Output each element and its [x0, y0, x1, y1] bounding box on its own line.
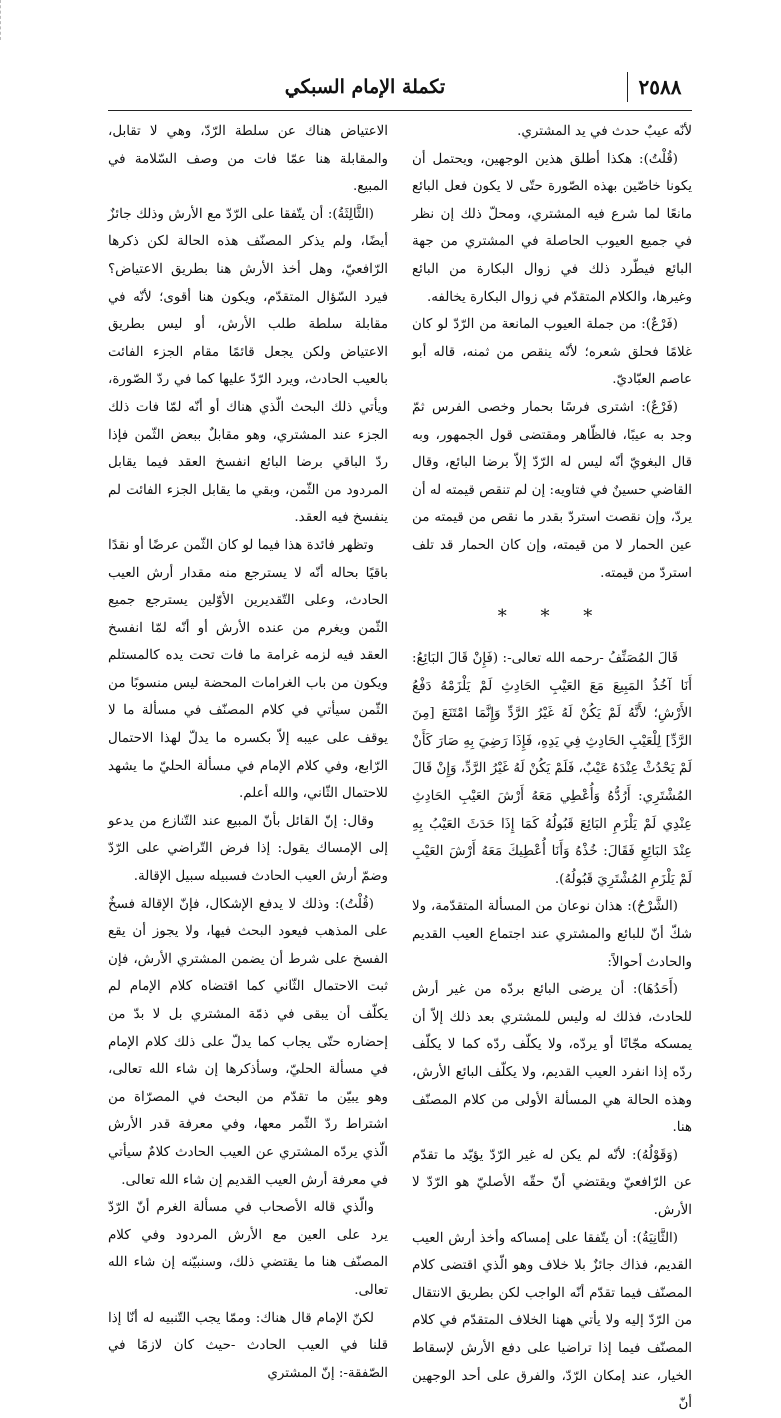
right-column: [412, 118, 692, 1412]
paragraph: (قُلْتُ): وذلك لا يدفع الإشكال، فإنّ الإقالة فسخٌ على المذهب فيعود البحث فيها، ولا يجوز أن يقع الفسخ على شرط أن يضمن المشتري الأرش، فإن ثبت الاحتمال الثّاني كما اقتضاه كلام الإمام لم يكلّف أن يبقى في ذمّة المشتري بل لا بدّ من إحضاره حتّى يجاب كما يدلّ على ذلك كلام الإمام في مسألة الحليّ، وسأذكرها إن شاء الله تعالى، وهو يبيّن ما تقدّم من البحث في المصرّاة من اشتراط ردّ الثّمر معها، وفي معرفة قدر الأرش الّذي يردّه المشتري عن العيب الحادث كلامٌ سيأتي في معرفة أرش العيب القديم إن شاء الله تعالى.: [108, 896, 388, 1188]
page-number: ٢٥٨٨: [627, 72, 692, 102]
page-header: [108, 66, 692, 111]
running-title: تكملة الإمام السبكي: [284, 76, 446, 98]
paragraph: (الثَّالِثَةُ): أن يتّفقا على الرّدّ مع الأرش وذلك جائزٌ أيضًا، ولم يذكر المصنّف هذه الحالة لكن ذكرها الرّافعيّ، وهل أخذ الأرش هنا بطريق الاعتياض؟ فيرد السّؤال المتقدّم، ويكون هنا أقوى؛ لأنّه في مقابلة سلطة طلب الأرش، أو ليس بطريق الاعتياض ولكن يجعل قائمًا مقام الجزء الفائت بالعيب الحادث، ويرد الرّدّ عليها كما في ردّ الصّورة، ويأتي ذلك البحث الّذي هناك أو أنّه لمّا فات ذلك الجزء عند المشتري، وهو مقابلٌ ببعض الثّمن فإذا ردّ الباقي برضا البائع انفسخ العقد فيما يقابل المردود من الثّمن، وبقي ما يقابل الجزء الفائت لم ينفسخ فيه العقد.: [108, 206, 388, 526]
page-edge-mark: [0, 0, 5, 40]
paragraph: لأنّه عيبٌ حدث في يد المشتري.: [517, 124, 692, 139]
paragraph: الاعتياض هناك عن سلطة الرّدّ، وهي لا تقابل، والمقابلة هنا عمّا فات من وصف السّلامة في المبيع.: [108, 124, 388, 195]
paragraph: (الشَّرْحُ): هذان نوعان من المسألة المتقدّمة، ولا شكّ أنّ للبائع والمشتري عند اجتماع العيب القديم والحادث أحوالاً:: [412, 899, 692, 970]
paragraph: (وَقَوْلُهُ): لأنّه لم يكن له غير الرّدّ يؤيّد ما تقدّم عن الرّافعيّ ويقتضي أنّ حقّه الأصليّ هو الرّدّ لا الأرش.: [412, 1147, 692, 1218]
paragraph: (قُلْتُ): هكذا أطلق هذين الوجهين، ويحتمل أن يكونا خاصّين بهذه الصّورة حتّى لا يكون فعل البائع مانعًا لما شرع فيه المشتري، ومحلّ ذلك إن نظر في جميع العيوب الحاصلة في المشتري من جهة البائع فيطّرد ذلك في زوال البكارة من البائع وغيرها، والكلام المتقدّم في زوال البكارة يخالفه.: [412, 151, 692, 305]
paragraph: (فَرْعٌ): من جملة العيوب المانعة من الرّدّ لو كان غلامًا فحلق شعره؛ لأنّه ينقص من ثمنه، قاله أبو عاصم العبّاديّ.: [412, 317, 692, 388]
paragraph: (الثَّانِيَةُ): أن يتّفقا على إمساكه وأخذ أرش العيب القديم، فذاك جائزٌ بلا خلاف وهو الّذي اقتضى كلام المصنّف فيما تقدّم أنّه الواجب لكن بطريق الانتقال من الرّدّ إليه ولا يأتي ههنا الخلاف المتقدّم في كلام المصنّف فيما إذا تراضيا على دفع الأرش لإسقاط الخيار، عند إمكان الرّدّ، والفرق على أحد الوجهين أنّ: [412, 1230, 692, 1412]
section-separator: * * *: [497, 606, 607, 628]
paragraph: وقال: إنّ القائل بأنّ المبيع عند التّنازع من يدعو إلى الإمساك يقول: إذا فرض التّراضي على الرّدّ وضمّ أرش العيب الحادث فسبيله سبيل الإقالة.: [108, 813, 388, 885]
paragraph: (فَرْعٌ): اشترى فرسًا بحمار وخصى الفرس ثمّ وجد به عيبًا، فالظّاهر ومقتضى قول الجمهور، وبه قال البغويّ أنّه ليس له الرّدّ إلاّ برضا البائع، وقال القاضي حسينٌ في فتاويه: إن لم تنقص قيمته له أن يردّ، وإن نقصت استردّ بقدر ما نقص من قيمته من عين الحمار لا من قيمته، وإن كان الحمار قد تلف استردّ من قيمته.: [412, 399, 692, 581]
text-columns: [108, 118, 692, 1412]
paragraph: لكنّ الإمام قال هناك: وممّا يجب التّنبيه له أنّا إذا قلنا في العيب الحادث -حيث كان لازمًا في الصّفقة-: إنّ المشتري: [108, 1310, 388, 1381]
left-column: [108, 118, 388, 1381]
paragraph: (أَحَدُهَا): أن يرضى البائع بردّه من غير أرش للحادث، فذلك له وليس للمشتري بعد ذلك إلاّ أن يمسكه مجّانًا أو يردّه، ولا يكلّف ردّه كما لا يكلّف ردّه إذا انفرد العيب القديم، ولا يكلّف البائع الأرش، وهذه الحالة هي المسألة الأولى من كلام المصنّف هنا.: [412, 982, 692, 1136]
matn-paragraph: قَالَ المُصَنِّفُ -رحمه الله تعالى-: (فَإِنْ قَالَ البَائِعُ: أَنَا آخُذُ المَبِيعَ مَعَ العَيْبِ الحَادِثِ لَمْ يَلْزَمْهُ دَفْعُ الأَرْشِ؛ لأَنَّهُ لَمْ يَكُنْ لَهُ غَيْرُ الرَّدِّ وَإِنَّمَا امْتَنَعَ [مِنَ الرَّدِّ] لِلْعَيْبِ الحَادِثِ فِي يَدِهِ، فَإِذَا رَضِيَ بِهِ صَارَ كَأَنْ لَمْ يَحْدُثْ عِنْدَهُ عَيْبٌ، فَلَمْ يَكُنْ لَهُ غَيْرُ الرَّدِّ، وَإِنْ قَالَ المُشْتَرِي: أَرُدُّهُ وَأُعْطِي مَعَهُ أَرْشَ العَيْبِ الحَادِثِ عِنْدِي لَمْ يَلْزَمِ البَائِعَ قَبُولُهُ كَمَا إِذَا حَدَثَ العَيْبُ بِهِ عِنْدَ البَائِعِ فَقَالَ: خُذْهُ وَأَنَا أُعْطِيكَ مَعَهُ أَرْشَ العَيْبِ لَمْ يَلْزَمِ المُشْتَرِيَ قَبُولُهُ).: [412, 651, 692, 887]
paragraph: وتظهر فائدة هذا فيما لو كان الثّمن عرضًا أو نقدًا باقيًا بحاله أنّه لا يسترجع منه مقدار أرش العيب الحادث، وعلى التّقديرين الأوّلين يسترجع جميع الثّمن ويغرم من عنده الأرش أو أنّه لمّا انفسخ العقد فيه لزمه غرامة ما فات تحت يده كالمستلم ويكون من باب الغرامات المحضة ليس منسوبًا من الثّمن سيأتي في كلام المصنّف في مسألة ما لا يوقف على عيبه إلاّ بكسره ما يدلّ لهذا الاحتمال الرّابع، وفي كلام الإمام في مسألة الحليّ ما يشهد للاحتمال الثّاني، والله أعلم.: [108, 537, 388, 802]
paragraph: والّذي قاله الأصحاب في مسألة الغرم أنّ الرّدّ يرد على العين مع الأرش المردود وفي كلام المصنّف هنا ما يقتضي ذلك، وسنبيّنه إن شاء الله تعالى.: [108, 1200, 388, 1298]
